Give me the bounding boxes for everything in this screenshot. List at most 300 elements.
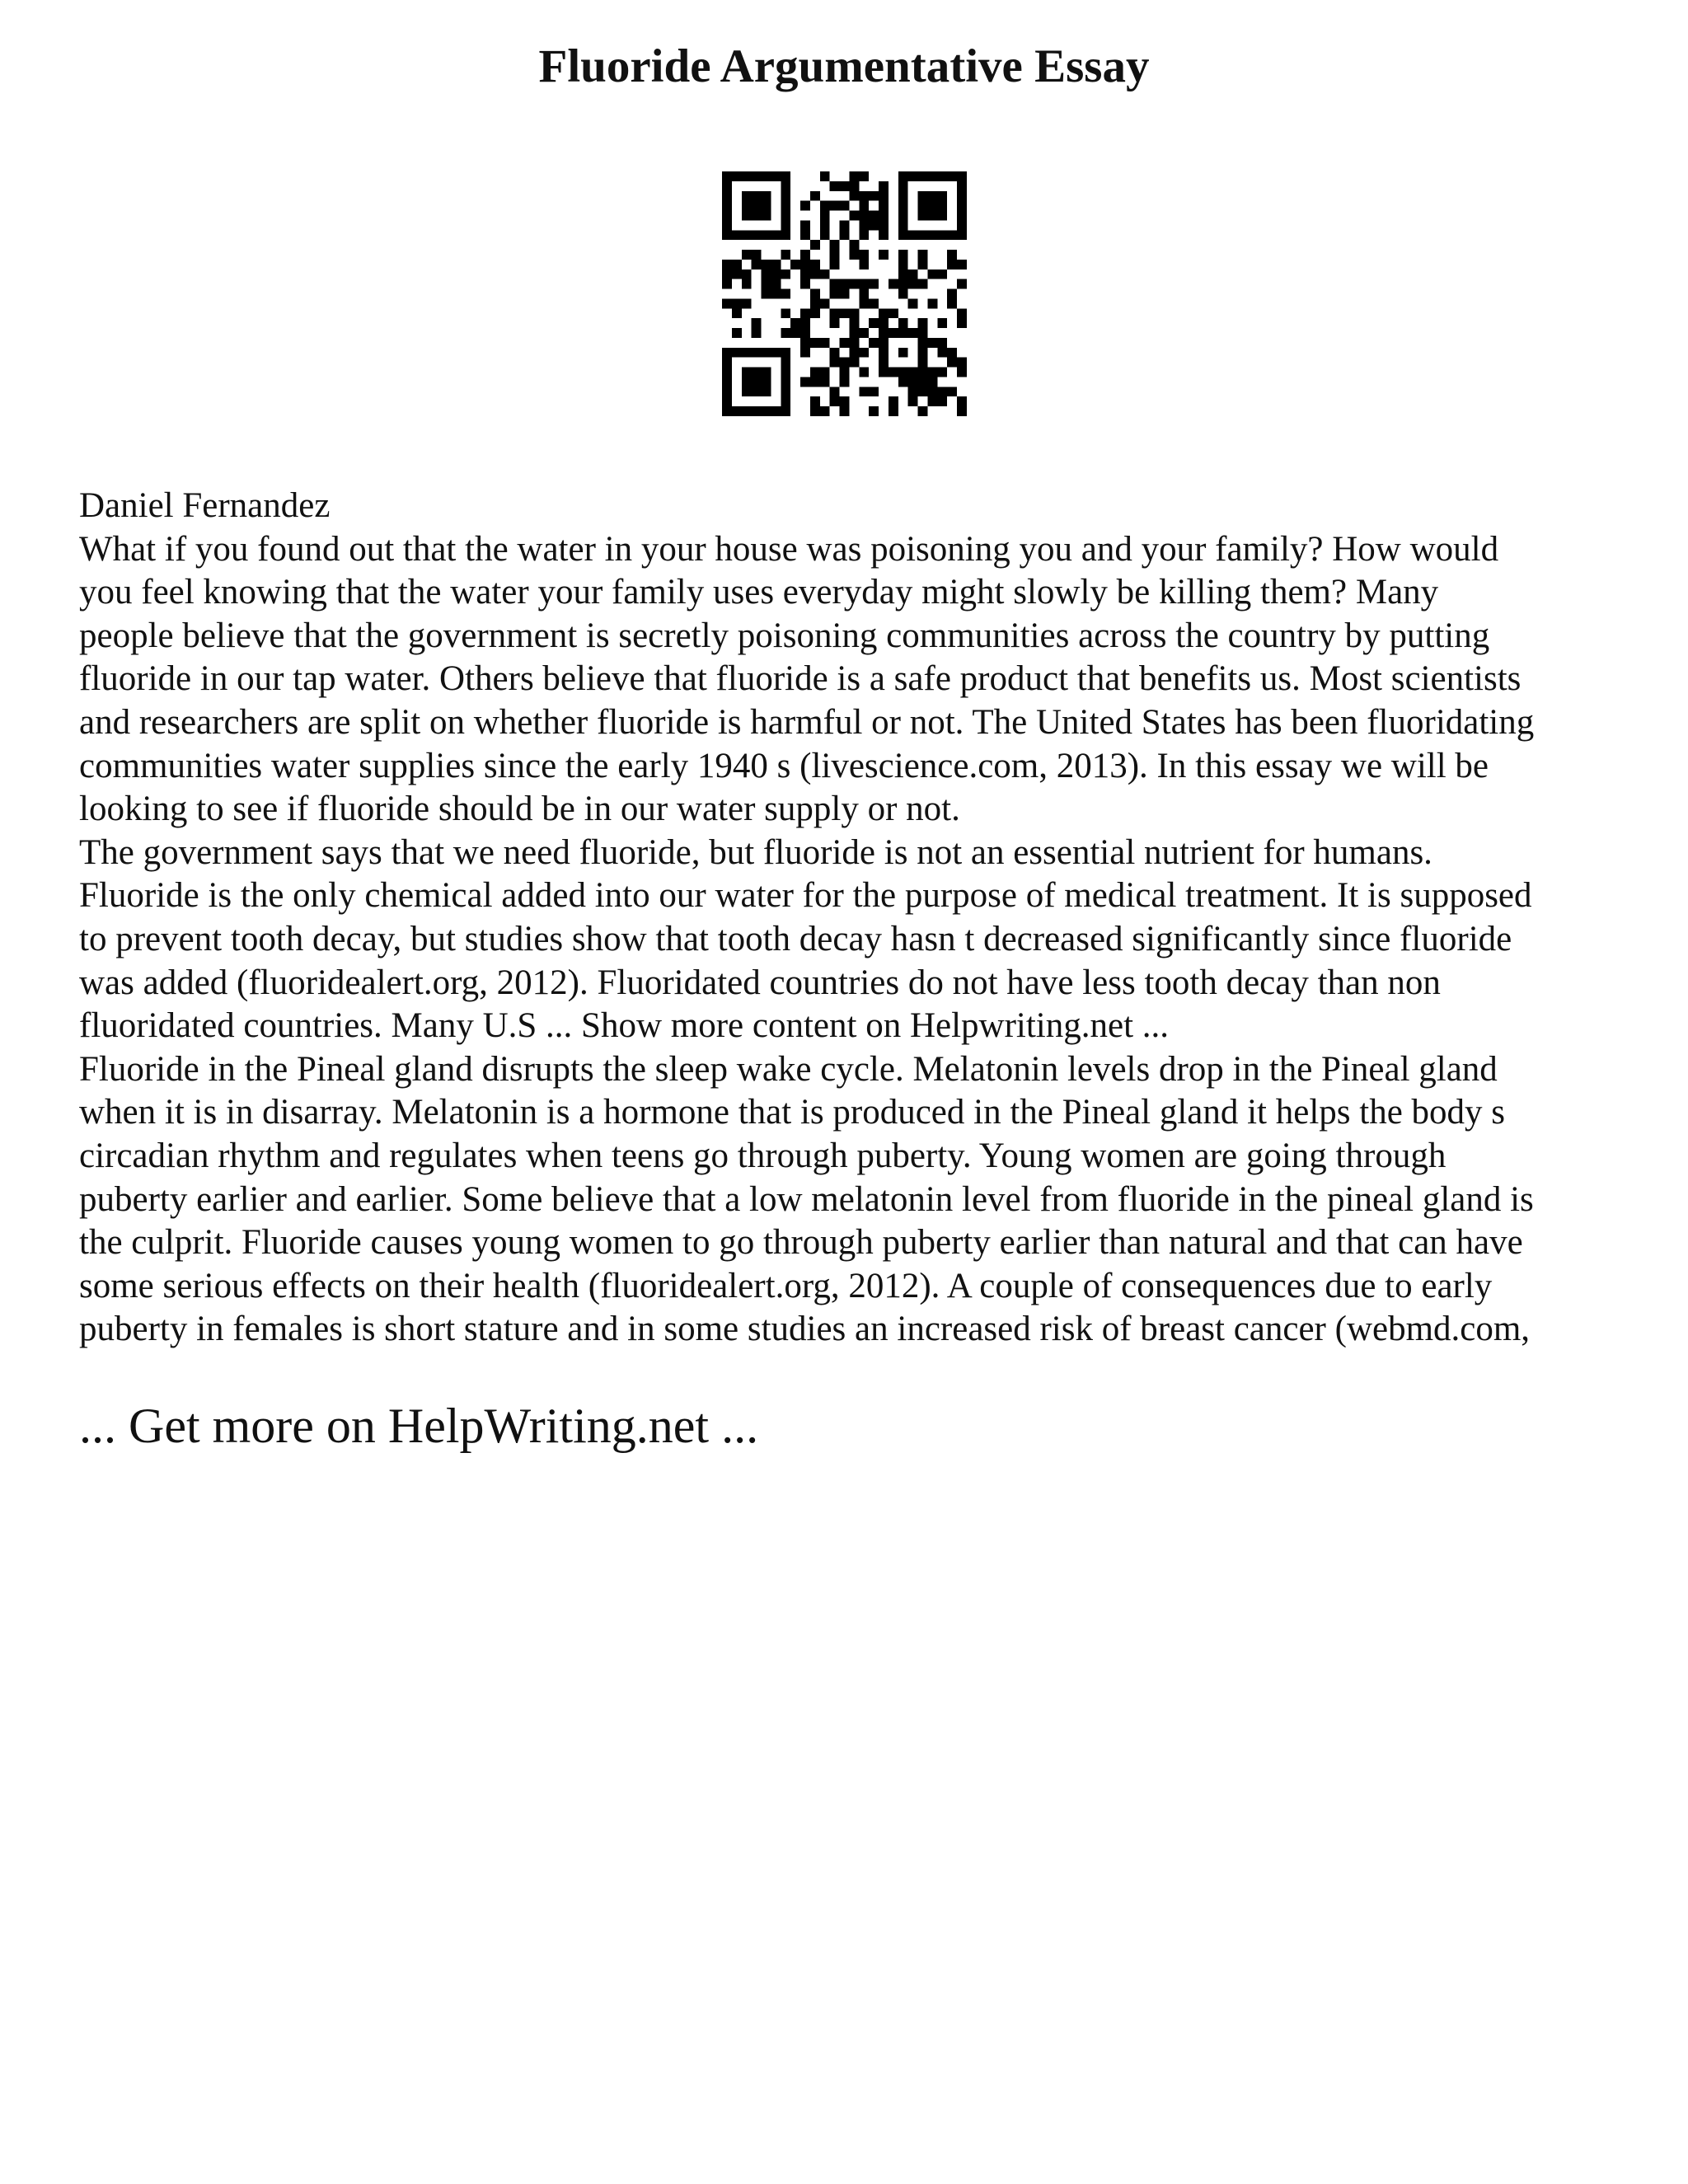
qr-module [908,269,918,279]
qr-module [742,230,752,240]
qr-module [810,377,820,387]
qr-module [859,368,869,377]
document-title: Fluoride Argumentative Essay [538,40,1150,92]
qr-module [859,230,869,240]
qr-module [830,260,840,269]
qr-module [810,191,820,201]
qr-module [849,328,859,338]
qr-module [790,328,800,338]
qr-module [898,230,908,240]
essay-line: fluoride in our tap water. Others believe that fluoride is a safe product that benefits us. Most scientists [79,659,1522,699]
qr-module [722,279,732,289]
qr-module [830,348,840,358]
qr-module [781,396,790,406]
qr-module [722,220,732,230]
qr-module [898,260,908,269]
qr-module [752,318,762,328]
qr-module [840,396,850,406]
qr-module [840,358,850,368]
qr-module [752,377,762,387]
qr-module [898,368,908,377]
qr-module [752,171,762,181]
qr-module [937,269,947,279]
qr-module [918,201,928,211]
qr-module [849,348,859,358]
essay-line: communities water supplies since the early 1940 s (livescience.com, 2013). In this essay we will be [79,746,1489,785]
qr-module [889,396,898,406]
qr-module [752,211,762,221]
essay-body [79,485,1629,1352]
qr-module [840,368,850,377]
qr-module [879,338,889,348]
essay-line: and researchers are split on whether fluoride is harmful or not. The United States has been fluoridating [79,702,1535,742]
qr-module [742,279,752,289]
qr-module [722,348,732,358]
qr-module [752,191,762,201]
qr-module [781,368,790,377]
qr-module [849,338,859,348]
qr-module [869,338,879,348]
qr-module [820,230,830,240]
qr-module [732,348,742,358]
qr-module [879,358,889,368]
qr-module [742,368,752,377]
qr-module [947,171,957,181]
qr-module [820,368,830,377]
qr-module [918,328,928,338]
qr-module [918,348,928,358]
qr-module [908,328,918,338]
qr-module [947,230,957,240]
qr-module [879,348,889,358]
qr-module [918,406,928,416]
qr-module [927,387,937,396]
qr-module [869,220,879,230]
qr-module [937,387,947,396]
essay-line: Fluoride is the only chemical added into our water for the purpose of medical treatment. It is supposed [79,876,1532,916]
qr-module [840,230,850,240]
qr-module [898,318,908,328]
qr-module [957,368,967,377]
qr-module [908,377,918,387]
essay-line: The government says that we need fluoride, but fluoride is not an essential nutrient for humans. [79,832,1432,872]
qr-module [810,308,820,318]
qr-module [879,181,889,191]
qr-module [762,171,771,181]
qr-module [849,191,859,201]
qr-module [869,279,879,289]
qr-module [820,338,830,348]
qr-module [927,230,937,240]
qr-module [722,406,732,416]
qr-module [889,368,898,377]
qr-module [898,377,908,387]
qr-module [762,368,771,377]
qr-module [830,279,840,289]
qr-module [957,406,967,416]
qr-module [762,406,771,416]
qr-module [918,338,928,348]
qr-module [898,211,908,221]
qr-module [722,396,732,406]
qr-module [927,171,937,181]
qr-module [830,396,840,406]
essay-line: puberty in females is short stature and in some studies an increased risk of breast cancer (webmd.com, [79,1310,1531,1349]
qr-module [722,211,732,221]
qr-module [898,220,908,230]
qr-module [908,387,918,396]
qr-module [859,289,869,299]
essay-line: you feel knowing that the water your family uses everyday might slowly be killing them? Many [79,573,1439,612]
author-name: Daniel Fernandez [79,486,331,525]
qr-module [918,171,928,181]
qr-module [800,201,810,211]
qr-module [859,220,869,230]
qr-module [781,377,790,387]
qr-module [781,289,790,299]
qr-module [781,181,790,191]
essay-line: people believe that the government is secretly poisoning communities across the country by putting [79,616,1490,655]
qr-module [762,230,771,240]
qr-module [840,201,850,211]
qr-module [937,368,947,377]
qr-module [762,260,771,269]
get-more-link[interactable]: ... Get more on HelpWriting.net ... [79,1399,759,1453]
qr-module [957,279,967,289]
show-more-line: fluoridated countries. Many U.S ... Show more content on Helpwriting.net ... [79,1006,1170,1046]
qr-module [742,298,752,308]
qr-module [879,318,889,328]
qr-module [800,328,810,338]
qr-module [889,308,898,318]
qr-module [957,220,967,230]
qr-module [869,318,879,328]
qr-module [947,348,957,358]
qr-module [918,230,928,240]
qr-module [918,377,928,387]
qr-module [849,240,859,250]
qr-module [752,201,762,211]
qr-module [840,338,850,348]
qr-module [937,171,947,181]
qr-module [771,260,781,269]
qr-module [781,220,790,230]
qr-module [810,338,820,348]
qr-module [810,396,820,406]
qr-module [859,387,869,396]
qr-module [781,201,790,211]
qr-code-icon [722,171,967,416]
qr-module [840,308,850,318]
qr-module [742,348,752,358]
qr-module [879,230,889,240]
qr-module [771,171,781,181]
qr-module [859,260,869,269]
qr-module [762,377,771,387]
qr-module [830,201,840,211]
qr-module [947,260,957,269]
qr-module [781,387,790,396]
qr-module [781,171,790,181]
qr-module [732,328,742,338]
qr-module [752,368,762,377]
essay-line: Fluoride in the Pineal gland disrupts the sleep wake cycle. Melatonin levels drop in the Pineal gland [79,1049,1498,1089]
qr-module [732,269,742,279]
qr-module [781,191,790,201]
qr-module [810,269,820,279]
qr-module [937,230,947,240]
qr-module [879,211,889,221]
qr-module [742,250,752,260]
qr-module [762,279,771,289]
qr-module [927,396,937,406]
qr-module [752,328,762,338]
qr-module [781,211,790,221]
qr-module [820,269,830,279]
qr-module [898,171,908,181]
qr-module [849,358,859,368]
qr-module [830,289,840,299]
qr-module [849,181,859,191]
qr-module [898,191,908,201]
qr-module [732,308,742,318]
qr-module [800,260,810,269]
qr-module [820,201,830,211]
qr-module [762,269,771,279]
essay-line: when it is in disarray. Melatonin is a hormone that is produced in the Pineal gland it helps the body s [79,1093,1506,1132]
qr-module [957,308,967,318]
qr-module [722,230,732,240]
qr-module [918,318,928,328]
qr-module [859,298,869,308]
qr-module [742,171,752,181]
qr-module [957,181,967,191]
qr-module [908,298,918,308]
essay-line: to prevent tooth decay, but studies show that tooth decay hasn t decreased significantly since fluoride [79,919,1512,958]
qr-module [898,201,908,211]
qr-module [879,250,889,260]
qr-module [918,260,928,269]
qr-module [918,358,928,368]
qr-module [957,260,967,269]
qr-module [810,406,820,416]
qr-module [722,269,732,279]
essay-line: looking to see if fluoride should be in our water supply or not. [79,790,960,829]
qr-module [771,230,781,240]
qr-module [937,338,947,348]
qr-module [840,289,850,299]
qr-module [908,230,918,240]
qr-module [898,269,908,279]
qr-module [732,298,742,308]
qr-module [781,250,790,260]
qr-module [781,269,790,279]
qr-module [957,211,967,221]
qr-module [859,211,869,221]
qr-module [859,328,869,338]
qr-module [820,406,830,416]
qr-module [869,298,879,308]
qr-module [830,318,840,328]
qr-module [840,377,850,387]
qr-module [722,298,732,308]
qr-module [849,211,859,221]
qr-module [947,358,957,368]
qr-module [840,181,850,191]
qr-module [879,328,889,338]
qr-module [918,211,928,221]
qr-module [927,298,937,308]
qr-module [752,250,762,260]
qr-module [898,279,908,289]
qr-module [918,368,928,377]
qr-module [927,368,937,377]
qr-module [937,318,947,328]
qr-module [762,387,771,396]
qr-module [752,260,762,269]
qr-module [898,328,908,338]
qr-module [800,269,810,279]
qr-module [790,260,800,269]
qr-module [800,220,810,230]
qr-module [947,387,957,396]
qr-module [859,348,869,358]
qr-module [732,171,742,181]
qr-module [732,260,742,269]
qr-module [752,230,762,240]
qr-module [722,368,732,377]
qr-module [800,279,810,289]
qr-module [957,191,967,201]
qr-module [908,396,918,406]
qr-module [742,201,752,211]
qr-module [937,348,947,358]
qr-module [957,230,967,240]
qr-module [918,279,928,289]
qr-module [742,377,752,387]
essay-line: puberty earlier and earlier. Some believe that a low melatonin level from fluoride in the pineal gland is [79,1179,1534,1219]
qr-module [918,191,928,201]
qr-module [830,181,840,191]
qr-module [937,191,947,201]
qr-module [781,308,790,318]
qr-module [879,191,889,201]
qr-module [859,279,869,289]
qr-module [762,348,771,358]
qr-module [898,181,908,191]
qr-module [781,358,790,368]
qr-module [752,406,762,416]
qr-module [771,348,781,358]
qr-module [918,387,928,396]
qr-module [742,387,752,396]
qr-module [820,171,830,181]
qr-module [927,191,937,201]
qr-module [810,240,820,250]
qr-module [849,279,859,289]
qr-module [722,181,732,191]
essay-line: circadian rhythm and regulates when teens go through puberty. Young women are going through [79,1136,1447,1175]
qr-module [927,377,937,387]
qr-module [722,171,732,181]
qr-module [927,201,937,211]
qr-module [722,260,732,269]
qr-module [742,406,752,416]
qr-module [927,211,937,221]
qr-module [800,338,810,348]
qr-module [937,396,947,406]
qr-module [722,358,732,368]
qr-module [840,220,850,230]
qr-module [849,250,859,260]
qr-module [889,406,898,416]
qr-module [800,318,810,328]
qr-module [781,328,790,338]
qr-module [800,250,810,260]
qr-module [840,279,850,289]
qr-module [752,348,762,358]
qr-module [918,250,928,260]
qr-module [849,171,859,181]
qr-module [810,260,820,269]
qr-module [947,298,957,308]
qr-module [957,396,967,406]
qr-module [859,201,869,211]
qr-module [957,201,967,211]
qr-module [742,191,752,201]
qr-module [879,368,889,377]
qr-module [937,201,947,211]
qr-module [927,338,937,348]
qr-module [800,377,810,387]
qr-module [957,358,967,368]
qr-module [810,289,820,299]
qr-module [732,230,742,240]
qr-module [800,348,810,358]
qr-module [859,171,869,181]
qr-module [732,406,742,416]
qr-module [927,269,937,279]
qr-module [889,328,898,338]
essay-line: was added (fluoridealert.org, 2012). Fluoridated countries do not have less tooth decay than non [79,963,1441,1002]
qr-module [869,191,879,201]
qr-module [771,279,781,289]
qr-module [908,368,918,377]
qr-module [879,220,889,230]
qr-module [849,308,859,318]
qr-module [762,211,771,221]
qr-module [947,289,957,299]
qr-module [840,406,850,416]
qr-module [937,211,947,221]
qr-module [722,377,732,387]
essay-line: the culprit. Fluoride causes young women to go through puberty earlier than natural and that can have [79,1223,1523,1263]
qr-module [869,387,879,396]
qr-module [800,230,810,240]
qr-module [742,269,752,279]
essay-line: What if you found out that the water in your house was poisoning you and your family? How would [79,529,1499,569]
qr-module [771,289,781,299]
qr-module [830,240,840,250]
qr-module [781,406,790,416]
qr-module [742,211,752,221]
qr-module [752,387,762,396]
qr-module [869,406,879,416]
qr-module [722,201,732,211]
qr-module [830,358,840,368]
qr-module [898,348,908,358]
qr-module [762,201,771,211]
